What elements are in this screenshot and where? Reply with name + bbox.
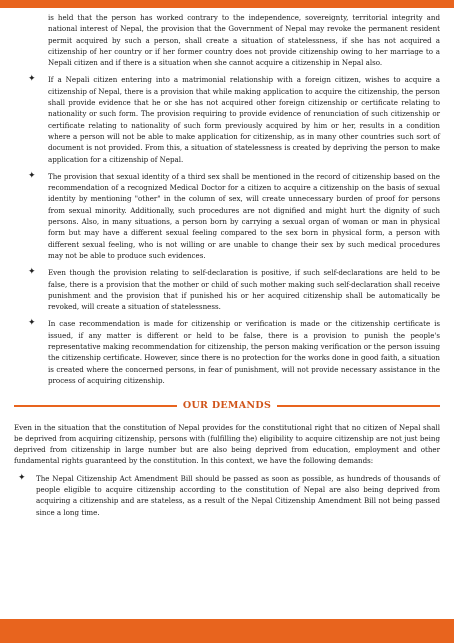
heading-rule-left <box>14 405 177 407</box>
bullet-icon: ✦ <box>28 74 36 85</box>
bottom-accent-bar <box>0 619 454 643</box>
bullet-icon: ✦ <box>18 472 26 483</box>
list-item <box>14 318 440 386</box>
list-item-text: The Nepal Citizenship Act Amendment Bill should be passed as soon as possible, as hundreds of thousands of people eligible to acquire citizenship according to the constitution of Nepal are also being deprived from acquiring a citizenship and are stateless, as a result of the Nepal Citizenship Amendment Bill not being passed since a long time. <box>36 473 440 517</box>
list-item <box>14 473 440 518</box>
list-item-text: If a Nepali citizen entering into a matrimonial relationship with a foreign citizen, wishes to acquire a citizenship of Nepal, there is a provision that while making application to acquire the citizenship, the person shall provide evidence that he or she has not acquired other foreign citizenship or certificate relating to nationality or such form. The provision requiring to provide evidence of renunciation of such citizenship or certificate relating to nationality of such form previously acquired by him or her, results in a condition where a person will not be able to make application for citizenship, as in many other countries such sort of document is not provided. From this, a situation of statelessness is created by depriving the person to make application for a citizenship of Nepal. <box>48 75 440 164</box>
list-item-text: The provision that sexual identity of a third sex shall be mentioned in the record of citizenship based on the recommendation of a recognized Medical Doctor for a citizen to acquire a citizenship on the basis of sexual identity by mentioning "other" in the column of sex, will create unnecessary burden of proof for persons from sexual minority. Additionally, such procedures are not dignified and might hurt the dignity of such persons. Also, in many situations, a person born by carrying a sexual organ of woman or man in physical form but may have a different sexual feeling compared to the sex born in physical form, a person with different sexual feeling, who is not willing or are unable to change their sex by such medical procedures may not be able to produce such evidences. <box>48 171 440 260</box>
list-item <box>14 74 440 164</box>
bullet-icon: ✦ <box>28 267 36 278</box>
top-accent-bar <box>0 0 454 8</box>
list-item-text: Even though the provision relating to self-declaration is positive, if such self-declarations are held to be false, there is a provision that the mother or child of such mother making such self-declaration shall receive punishment and the provision that if punished his or her acquired citizenship shall be automatically be revoked, will create a situation of statelessness. <box>48 268 440 312</box>
bullet-icon: ✦ <box>28 318 36 329</box>
issues-list <box>14 74 440 386</box>
heading-rule-right <box>277 405 440 407</box>
list-item <box>14 171 440 261</box>
bullet-icon: ✦ <box>28 170 36 181</box>
demands-list <box>14 473 440 518</box>
continuation-paragraph: is held that the person has worked contrary to the independence, sovereignty, territorial integrity and national interest of Nepal, the provision that the Government of Nepal may revoke the permanent resident permit acquired by such a person, shall create a situation of statelessness, if she has not acquired a citizenship of her country or if her former country does not provide citizenship owing to her marriage to a Nepali citizen and if there is a situation when she cannot acquire a citizenship in Nepal also. <box>48 13 440 68</box>
list-item-text: In case recommendation is made for citizenship or verification is made or the citizenship certificate is issued, if any matter is different or held to be false, there is a provision to punish the people's representative making recommendation for citizenship, the person making verification or the person issuing the citizenship certificate. However, since there is no protection for the works done in good faith, a situation is created where the concerned persons, in fear of punishment, will not provide necessary assistance in the process of acquiring citizenship. <box>48 319 440 385</box>
demands-intro-paragraph: Even in the situation that the constitution of Nepal provides for the constitutional right that no citizen of Nepal shall be deprived from acquiring citizenship, persons with (fulfilling the) eligibility to acquire citizenship are not just being deprived from citizenship in large number but are also being deprived from education, employment and other fundamental rights guaranteed by the constitution. In this context, we have the following demands: <box>14 422 440 466</box>
list-item <box>14 267 440 312</box>
demands-heading-row <box>14 400 440 411</box>
page-content <box>14 12 440 524</box>
section-heading: OUR DEMANDS <box>182 400 272 412</box>
